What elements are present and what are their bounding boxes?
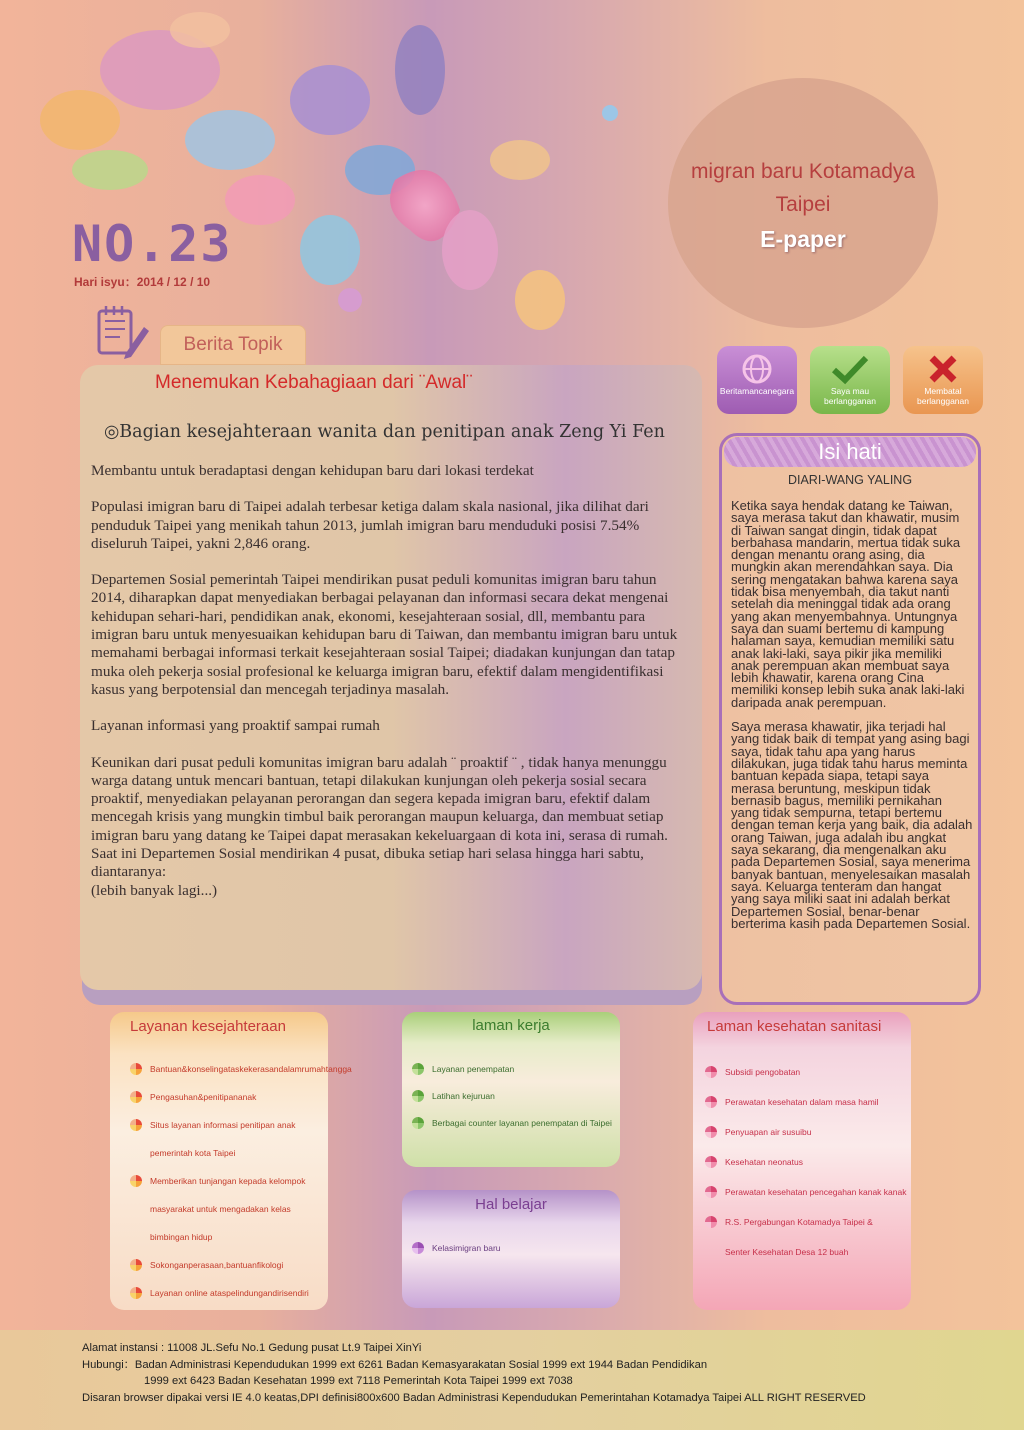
pie-bullet-icon [705,1126,717,1138]
welfare-item[interactable]: Situs layanan informasi penitipan anak pemerintah kota Taipei [130,1111,328,1167]
study-list [412,1235,620,1261]
health-list [705,1057,911,1267]
pie-bullet-icon [412,1063,424,1075]
health-item[interactable]: Penyuapan air susuibu [705,1117,911,1147]
pie-bullet-icon [130,1063,142,1075]
welfare-item[interactable]: Memberikan tunjangan kepada kelompok masyarakat untuk mengadakan kelas bimbingan hidup [130,1167,328,1251]
welfare-item[interactable]: Layanan online ataspelindungandirisendiri [130,1279,328,1307]
read-more-link[interactable]: (lebih banyak lagi...) [91,881,218,899]
site-title-line1: migran baru Kotamadya [690,160,916,183]
close-icon [903,352,983,386]
study-card [402,1190,620,1308]
article-paragraph: Departemen Sosial pemerintah Taipei mendirikan pusat peduli komunitas imigran baru tahun 2014, diharapkan dapat menyediakan berbagai pelayanan dan informasi secara dekat mengenai kehidupan sehari-hari, pendidikan anak, ekonomi, kesejahteraan sosial, dll, membantu para imigran baru untuk menyesuaikan kehidupan baru di Taiwan, dan membantu imigran baru untuk memahami berbagai informasi terkait kesejahteraan sosial Taipei; diadakan kunjungan dan tatap muka oleh pekerja sosial profesional ke keluarga imigran baru, efektif dalam mengidentifikasi kasus yang berpotensial dan mencegah terjadinya masalah. [91,571,678,698]
health-card [693,1012,911,1310]
foreign-news-button[interactable] [717,346,797,414]
footer-contact: 1999 ext 6423 Badan Kesehatan 1999 ext 7118 Pemerintah Kota Taipei 1999 ext 7038 [144,1375,573,1387]
globe-icon [717,352,797,386]
work-item[interactable]: Layanan penempatan [412,1056,620,1083]
health-item[interactable]: Perawatan kesehatan dalam masa hamil [705,1087,911,1117]
pie-bullet-icon [412,1090,424,1102]
article-body [91,462,691,900]
pie-bullet-icon [130,1259,142,1271]
welfare-list [130,1055,352,1307]
article-subheading: Layanan informasi yang proaktif sampai rumah [91,717,380,735]
health-card-title: Laman kesehatan sanitasi [707,1018,882,1035]
article-paragraph: Keunikan dari pusat peduli komunitas imigran baru adalah ¨ proaktif ¨ , tidak hanya menunggu warga datang untuk mencari bantuan, tetapi dilakukan kunjungan oleh pekerja sosial secara proaktif, menyediakan pelayanan perorangan dan segera kepada imigran baru, efektif dalam mencegah krisis yang mungkin timbul baik perorangan maupun keluarga, dan membuat setiap imigran baru yang datang ke Taipei dapat merasakan kekeluargaan di kota ini, serasa di rumah. [91,753,668,844]
pie-bullet-icon [705,1156,717,1168]
issue-number: NO.23 [72,215,233,273]
pie-bullet-icon [705,1186,717,1198]
health-item[interactable]: Perawatan kesehatan pencegahan kanak kanak [705,1177,911,1207]
health-item[interactable]: R.S. Pergabungan Kotamadya Taipei & Senter Kesehatan Desa 12 buah [705,1207,911,1267]
pie-bullet-icon [130,1119,142,1131]
work-list [412,1056,620,1137]
pie-bullet-icon [705,1066,717,1078]
pie-bullet-icon [412,1242,424,1254]
footer-note: Disaran browser dipakai versi IE 4.0 keatas,DPI definisi800x600 Badan Administrasi Kependudukan Pemerintahan Kotamadya Taipei ALL RIGHT RESERVED [82,1391,866,1404]
site-title [668,155,938,221]
checkmark-icon [810,352,890,386]
work-item[interactable]: Latihan kejuruan [412,1083,620,1110]
article-paragraph: Membantu untuk beradaptasi dengan kehidupan baru dari lokasi terdekat [91,462,534,479]
welfare-item[interactable]: Bantuan&konselingataskekerasandalamrumahtangga [130,1055,328,1083]
unsubscribe-button[interactable] [903,346,983,414]
health-item[interactable]: Subsidi pengobatan [705,1057,911,1087]
pie-bullet-icon [705,1216,717,1228]
article-title[interactable]: Menemukan Kebahagiaan dari ¨Awal¨ [155,372,473,393]
footer [82,1340,866,1406]
pie-bullet-icon [130,1091,142,1103]
subscribe-label: Saya mau berlangganan [824,386,876,406]
tab-topic-news[interactable]: Berita Topik [160,325,306,365]
subscribe-button[interactable] [810,346,890,414]
issue-date: Hari isyu：2014 / 12 / 10 [74,275,211,289]
pie-bullet-icon [412,1117,424,1129]
diary-title: Isi hati [724,437,976,467]
study-card-title: Hal belajar [475,1196,547,1213]
welfare-services-card [110,1012,352,1310]
diary-subtitle: DIARI-WANG YALING [787,473,913,487]
work-card-title: laman kerja [472,1017,550,1034]
pie-bullet-icon [130,1175,142,1187]
footer-contact: Hubungi：Badan Administrasi Kependudukan 1999 ext 6261 Badan Kemasyarakatan Sosial 1999 ext 1944 Badan Pendidikan [82,1358,708,1371]
site-subtitle: E-paper [760,226,846,252]
article-author: ◎Bagian kesejahteraan wanita dan penitipan anak Zeng Yi Fen [104,422,665,442]
article-paragraph: Saat ini Departemen Sosial mendirikan 4 pusat, dibuka setiap hari selasa hingga hari sabtu, diantaranya: [91,845,644,881]
article-paragraph: Populasi imigran baru di Taipei adalah terbesar ketiga dalam skala nasional, jika dilihat dari penduduk Taipei yang menikah tahun 2013, jumlah imigran baru menduduki posisi 7.54% diseluruh Taipei, yakni 2,846 orang. [91,498,649,552]
unsubscribe-label: Membatal berlangganan [917,386,969,406]
pie-bullet-icon [705,1096,717,1108]
work-card [402,1012,620,1167]
foreign-news-label: Beritamancanegara [719,386,795,396]
notepad-pencil-icon [96,303,150,359]
health-item[interactable]: Kesehatan neonatus [705,1147,911,1177]
welfare-item[interactable]: Pengasuhan&penitipananak [130,1083,328,1111]
site-title-line2: Taipei [775,193,831,216]
diary-paragraph: Ketika saya hendak datang ke Taiwan, saya merasa takut dan khawatir, musim di Taiwan sangat dingin, tidak dapat berbahasa mandarin, mertua tidak suka dengan menantu orang asing, dia mungkin akan merendahkan saya. Dia sering mengatakan bahwa karena saya tidak bisa menyembah, dia takut nanti setelah dia meninggal tidak ada orang yang akan menyembahnya. Untungnya saya dan suami bertemu di kampung halaman saya, kemudian memiliki satu anak laki-laki, saya pikir jika memiliki anak perempuan akan membuat saya lebih khawatir, karena orang Cina memiliki konsep lebih suka anak laki-laki daripada anak perempuan. [731,498,965,710]
diary-body [731,500,973,930]
welfare-item[interactable]: Sokonganperasaan,bantuanfikologi [130,1251,328,1279]
welfare-card-title: Layanan kesejahteraan [130,1018,286,1035]
footer-address: Alamat instansi : 11008 JL.Sefu No.1 Gedung pusat Lt.9 Taipei XinYi [82,1342,422,1354]
diary-paragraph: Saya merasa khawatir, jika terjadi hal yang tidak baik di tempat yang asing bagi saya, tidak tahu apa yang harus dilakukan, juga tidak tahu harus meminta bantuan kepada siapa, tetapi saya merasa beruntung, meskipun tidak bernasib bagus, memiliki pernikahan yang tidak sempurna, tetapi bertemu dengan teman kerja yang baik, dia adalah orang Taiwan, juga adalah ibu angkat saya sekarang, dia mengenalkan aku pada Departemen Sosial, saya menerima banyak bantuan, menyelesaikan masalah saya. Keluarga tenteram dan hangat yang saya miliki saat ini adalah berkat Departemen Sosial, benar-benar berterima kasih pada Departemen Sosial. [731,719,973,931]
study-item[interactable]: Kelasimigran baru [412,1235,620,1261]
pie-bullet-icon [130,1287,142,1299]
work-item[interactable]: Berbagai counter layanan penempatan di Taipei [412,1110,620,1137]
